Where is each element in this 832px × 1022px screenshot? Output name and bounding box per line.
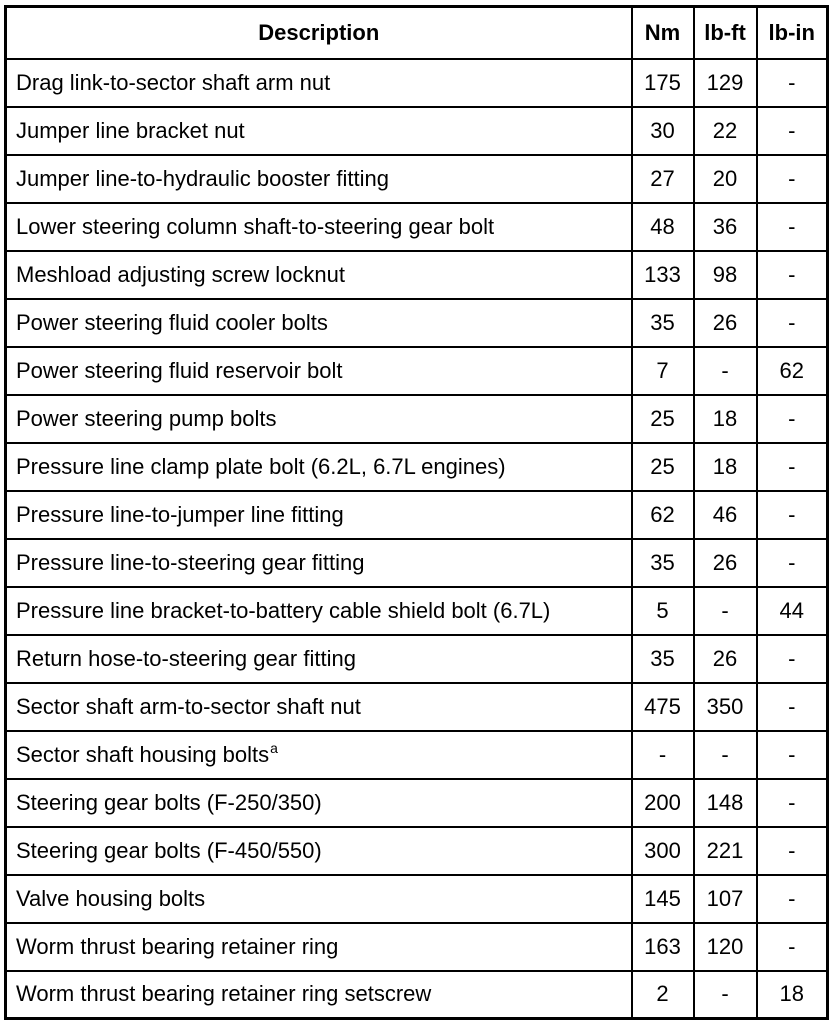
cell-description (6, 875, 632, 923)
description-text: Sector shaft housing bolts (16, 741, 270, 767)
table-row (6, 635, 828, 683)
description-text: Valve housing bolts (16, 885, 206, 911)
header-lb-ft: lb-ft (694, 7, 757, 59)
header-lb-in: lb-in (757, 7, 828, 59)
table-row (6, 347, 828, 395)
cell-description (6, 251, 632, 299)
cell-description (6, 587, 632, 635)
footnote-marker: a (270, 739, 278, 756)
table-row (6, 779, 828, 827)
cell-nm: 133 (632, 251, 694, 299)
description-text: Sector shaft arm-to-sector shaft nut (16, 693, 361, 719)
table-row (6, 587, 828, 635)
cell-lb-ft: 26 (694, 635, 757, 683)
table-row (6, 299, 828, 347)
cell-description (6, 923, 632, 971)
cell-lb-in: - (757, 395, 828, 443)
cell-lb-in: 44 (757, 587, 828, 635)
cell-lb-in: - (757, 443, 828, 491)
cell-lb-in: - (757, 299, 828, 347)
description-text: Return hose-to-steering gear fitting (16, 645, 356, 671)
description-text: Pressure line clamp plate bolt (6.2L, 6.7L engines) (16, 453, 506, 479)
cell-lb-ft: 20 (694, 155, 757, 203)
cell-lb-in: - (757, 635, 828, 683)
table-body (6, 59, 828, 1019)
cell-lb-in: - (757, 683, 828, 731)
cell-nm: 163 (632, 923, 694, 971)
cell-description (6, 155, 632, 203)
torque-spec-table (4, 5, 829, 1020)
cell-description (6, 971, 632, 1019)
cell-description (6, 59, 632, 107)
cell-lb-ft: 26 (694, 299, 757, 347)
cell-nm: 145 (632, 875, 694, 923)
cell-description (6, 443, 632, 491)
table-row (6, 731, 828, 779)
cell-lb-ft: 221 (694, 827, 757, 875)
cell-lb-in: - (757, 155, 828, 203)
table-header (6, 7, 828, 59)
cell-nm: 2 (632, 971, 694, 1019)
table-row (6, 827, 828, 875)
cell-lb-ft: 129 (694, 59, 757, 107)
table-row (6, 923, 828, 971)
cell-lb-in: - (757, 923, 828, 971)
description-text: Pressure line-to-jumper line fitting (16, 501, 344, 527)
description-text: Jumper line-to-hydraulic booster fitting (16, 165, 389, 191)
cell-lb-in: - (757, 539, 828, 587)
description-text: Steering gear bolts (F-250/350) (16, 789, 322, 815)
table-row (6, 251, 828, 299)
cell-nm: 175 (632, 59, 694, 107)
description-text: Power steering pump bolts (16, 405, 277, 431)
description-text: Steering gear bolts (F-450/550) (16, 837, 322, 863)
cell-lb-ft: 18 (694, 395, 757, 443)
table-row (6, 107, 828, 155)
header-description: Description (6, 7, 632, 59)
cell-lb-ft: 350 (694, 683, 757, 731)
cell-description (6, 779, 632, 827)
cell-lb-ft: 46 (694, 491, 757, 539)
cell-lb-ft: 120 (694, 923, 757, 971)
description-text: Worm thrust bearing retainer ring (16, 933, 339, 959)
cell-lb-in: - (757, 251, 828, 299)
cell-lb-ft: 107 (694, 875, 757, 923)
description-text: Pressure line bracket-to-battery cable shield bolt (6.7L) (16, 597, 551, 623)
cell-lb-in: - (757, 107, 828, 155)
cell-lb-in: - (757, 491, 828, 539)
cell-description (6, 299, 632, 347)
cell-nm: 475 (632, 683, 694, 731)
description-text: Worm thrust bearing retainer ring setscrew (16, 981, 432, 1007)
cell-lb-ft: 36 (694, 203, 757, 251)
cell-lb-ft: - (694, 971, 757, 1019)
description-text: Lower steering column shaft-to-steering gear bolt (16, 213, 495, 239)
cell-lb-in: 62 (757, 347, 828, 395)
cell-nm: 25 (632, 443, 694, 491)
cell-nm: 30 (632, 107, 694, 155)
cell-nm: 62 (632, 491, 694, 539)
cell-nm: 48 (632, 203, 694, 251)
cell-nm: 200 (632, 779, 694, 827)
cell-lb-ft: - (694, 347, 757, 395)
cell-lb-ft: 18 (694, 443, 757, 491)
description-text: Jumper line bracket nut (16, 117, 245, 143)
cell-description (6, 491, 632, 539)
table-row (6, 59, 828, 107)
table-row (6, 491, 828, 539)
cell-description (6, 539, 632, 587)
cell-lb-in: - (757, 875, 828, 923)
cell-nm: 7 (632, 347, 694, 395)
description-text: Pressure line-to-steering gear fitting (16, 549, 365, 575)
cell-nm: - (632, 731, 694, 779)
cell-nm: 35 (632, 539, 694, 587)
cell-lb-in: - (757, 779, 828, 827)
table-row (6, 155, 828, 203)
cell-description (6, 347, 632, 395)
table-row (6, 539, 828, 587)
header-row (6, 7, 828, 59)
cell-lb-ft: 22 (694, 107, 757, 155)
cell-lb-ft: - (694, 731, 757, 779)
description-text: Power steering fluid cooler bolts (16, 309, 328, 335)
cell-nm: 35 (632, 635, 694, 683)
cell-description (6, 683, 632, 731)
description-text: Meshload adjusting screw locknut (16, 261, 345, 287)
cell-lb-in: - (757, 827, 828, 875)
table-row (6, 443, 828, 491)
cell-lb-ft: 98 (694, 251, 757, 299)
cell-lb-in: - (757, 59, 828, 107)
header-nm: Nm (632, 7, 694, 59)
table-row (6, 683, 828, 731)
cell-description (6, 827, 632, 875)
cell-lb-ft: - (694, 587, 757, 635)
description-text: Power steering fluid reservoir bolt (16, 357, 343, 383)
table-row (6, 203, 828, 251)
cell-lb-in: - (757, 203, 828, 251)
cell-description (6, 395, 632, 443)
table-row (6, 875, 828, 923)
cell-description (6, 203, 632, 251)
cell-description (6, 107, 632, 155)
cell-lb-in: - (757, 731, 828, 779)
cell-description (6, 635, 632, 683)
table-row (6, 395, 828, 443)
cell-nm: 25 (632, 395, 694, 443)
cell-description (6, 731, 632, 779)
cell-lb-ft: 26 (694, 539, 757, 587)
description-text: Drag link-to-sector shaft arm nut (16, 69, 331, 95)
cell-nm: 27 (632, 155, 694, 203)
cell-nm: 35 (632, 299, 694, 347)
cell-nm: 5 (632, 587, 694, 635)
cell-nm: 300 (632, 827, 694, 875)
table-row (6, 971, 828, 1019)
cell-lb-ft: 148 (694, 779, 757, 827)
cell-lb-in: 18 (757, 971, 828, 1019)
